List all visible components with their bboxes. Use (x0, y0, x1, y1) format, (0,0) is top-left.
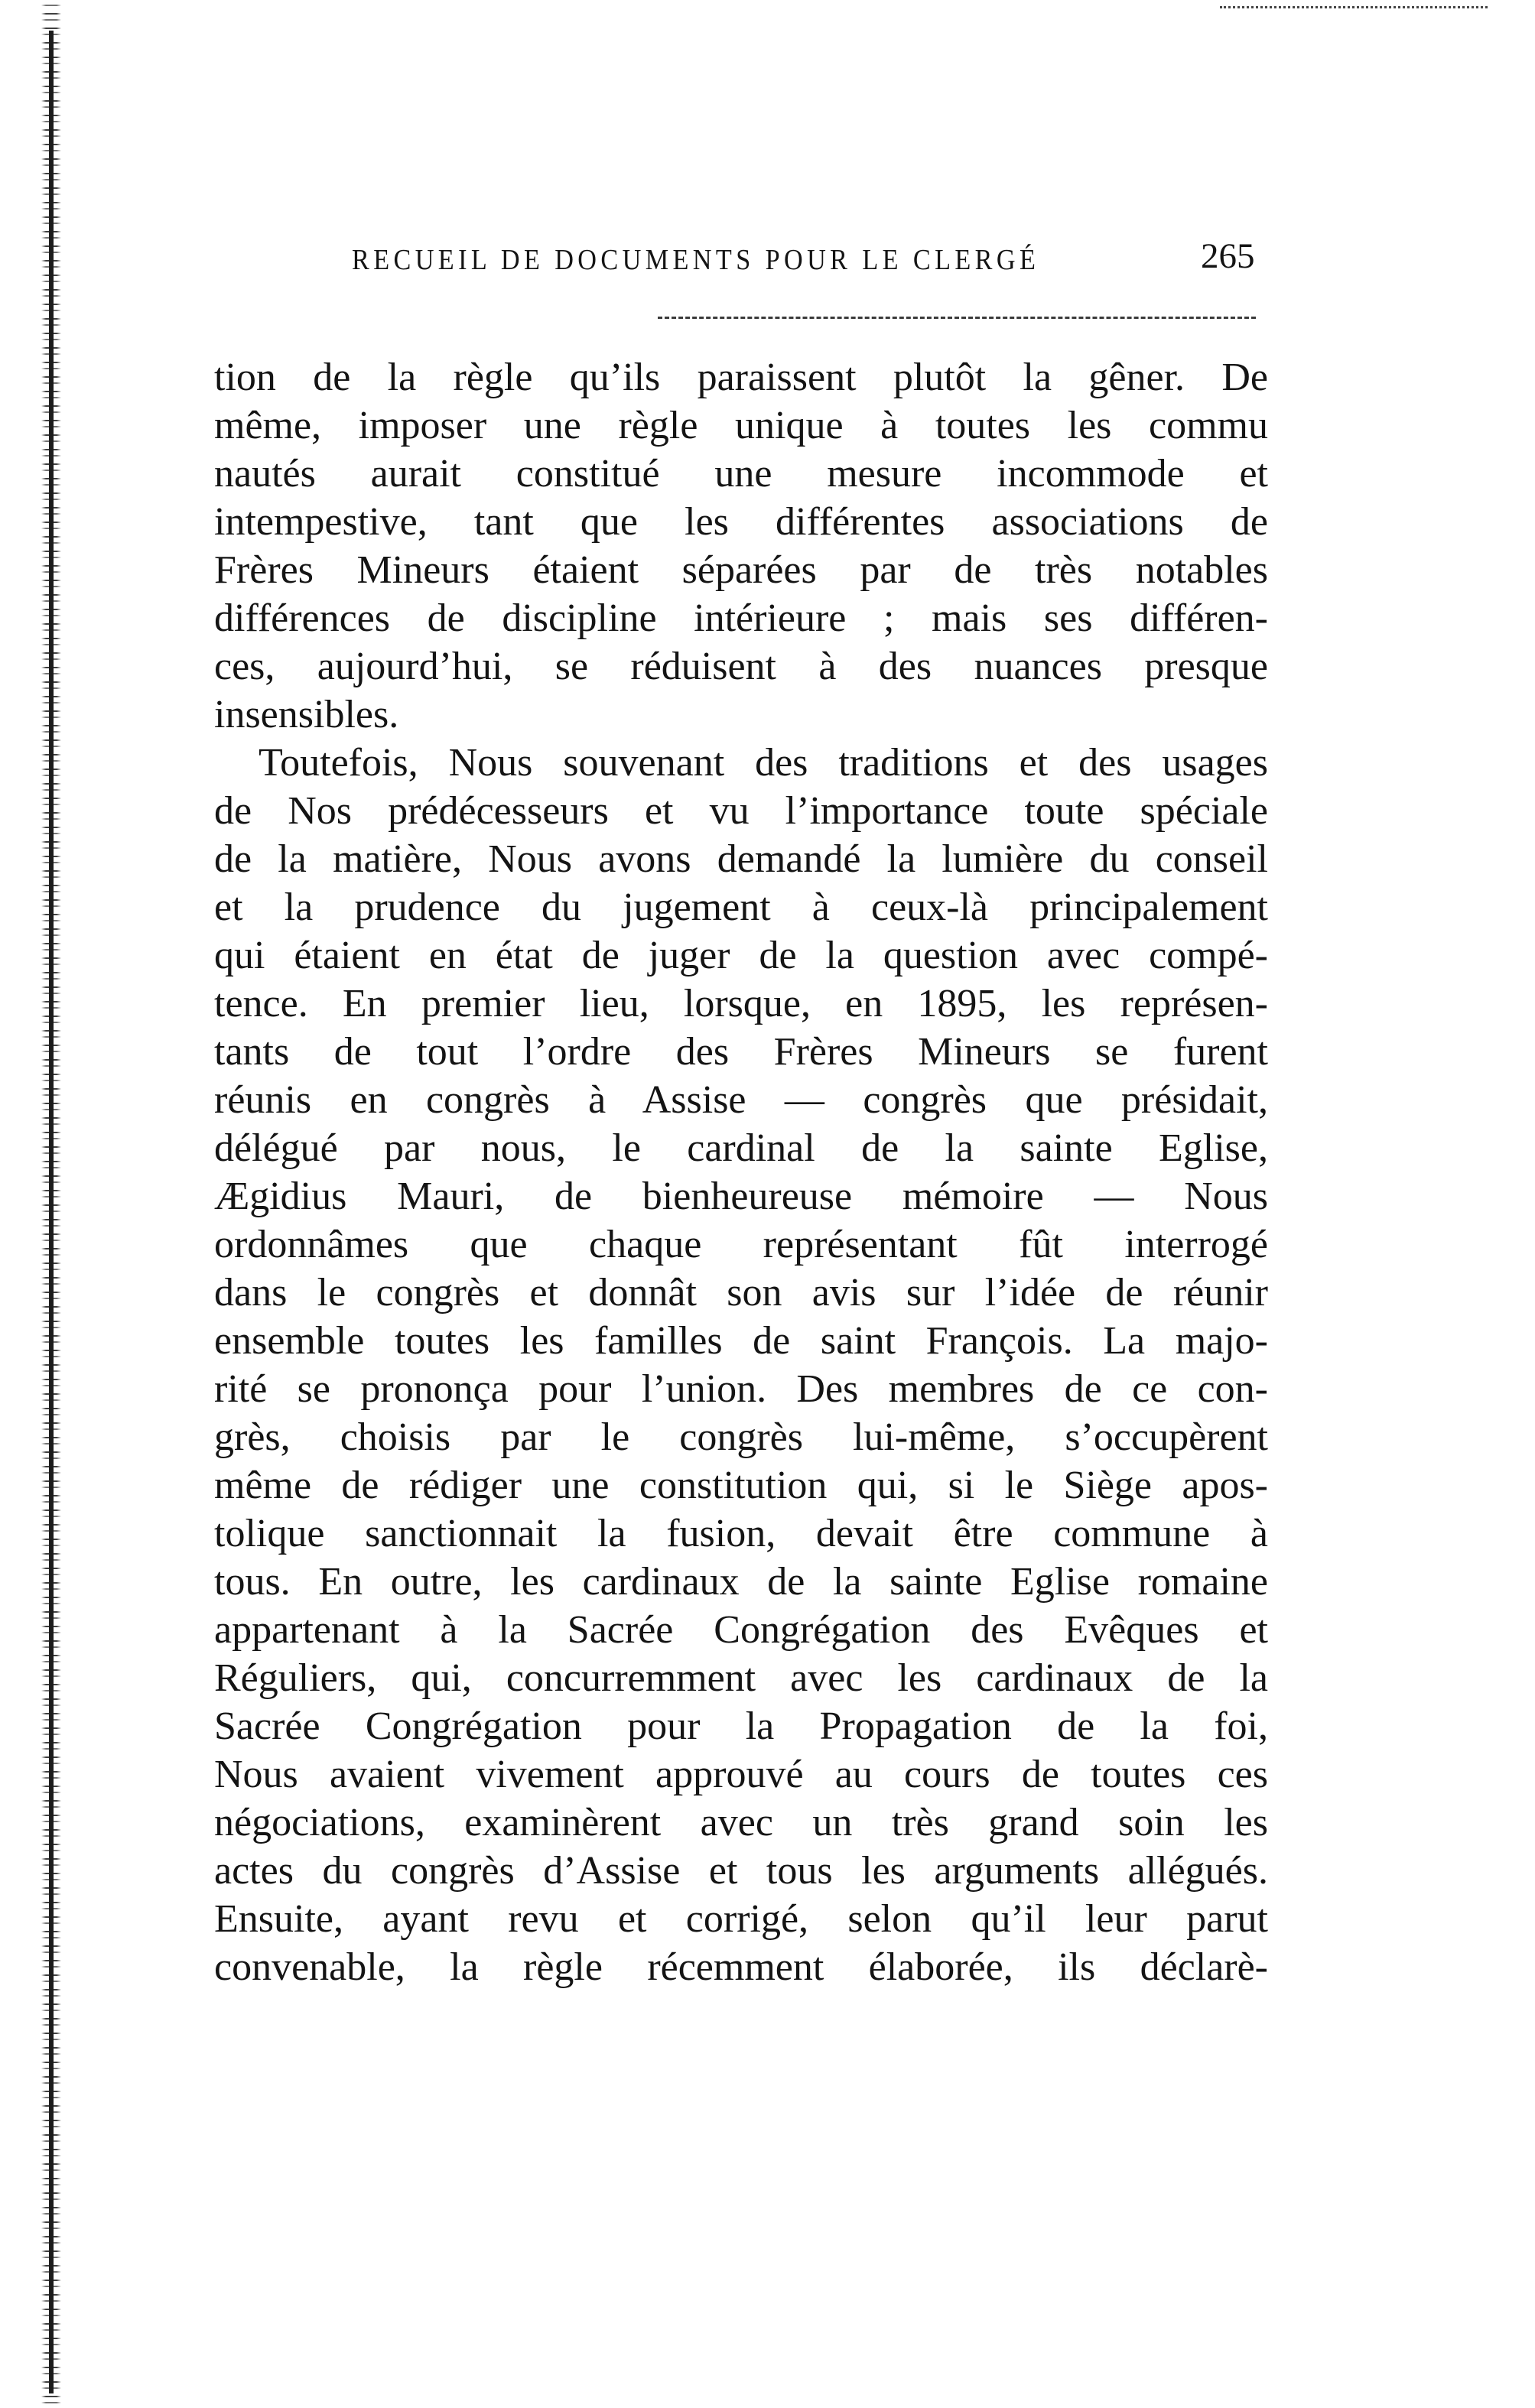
text-line: même, imposer une règle unique à toutes les commu (214, 404, 1268, 447)
scan-binding-rule (49, 31, 54, 2393)
text-line: convenable, la règle récemment élaborée, ils déclarè- (214, 1945, 1268, 1989)
text-line: de la matière, Nous avons demandé la lumière du conseil (214, 837, 1268, 881)
text-line: réunis en congrès à Assise — congrès que présidait, (214, 1078, 1268, 1122)
text-line: tolique sanctionnait la fusion, devait être commune à (214, 1512, 1268, 1555)
text-line: grès, choisis par le congrès lui-même, s’occupèrent (214, 1415, 1268, 1459)
text-line: différences de discipline intérieure ; mais ses différen- (214, 596, 1268, 640)
text-line: Ægidius Mauri, de bienheureuse mémoire — Nous (214, 1175, 1268, 1218)
text-line: insensibles. (214, 693, 399, 736)
text-line: Réguliers, qui, concurremment avec les cardinaux de la (214, 1656, 1268, 1700)
text-line: appartenant à la Sacrée Congrégation des Evêques et (214, 1608, 1268, 1652)
text-line: Frères Mineurs étaient séparées par de très notables (214, 548, 1268, 592)
text-line: ensemble toutes les familles de saint François. La majo- (214, 1319, 1268, 1363)
text-line: ces, aujourd’hui, se réduisent à des nuances presque (214, 645, 1268, 688)
text-line: actes du congrès d’Assise et tous les arguments allégués. (214, 1849, 1268, 1893)
text-line: délégué par nous, le cardinal de la sainte Eglise, (214, 1126, 1268, 1170)
text-line: tion de la règle qu’ils paraissent plutôt la gêner. De (214, 356, 1268, 399)
text-line: tence. En premier lieu, lorsque, en 1895, les représen- (214, 982, 1268, 1025)
running-head (0, 0, 1535, 291)
text-line: et la prudence du jugement à ceux-là principalement (214, 886, 1268, 929)
text-line: rité se prononça pour l’union. Des membres de ce con- (214, 1367, 1268, 1411)
running-head-rule (658, 317, 1256, 319)
text-line: nautés aurait constitué une mesure incommode et (214, 452, 1268, 496)
text-line: même de rédiger une constitution qui, si le Siège apos- (214, 1464, 1268, 1507)
paragraph-start-line: Toutefois, Nous souvenant des traditions et des usages (259, 741, 1268, 785)
text-line: Nous avaient vivement approuvé au cours de toutes ces (214, 1753, 1268, 1796)
text-line: Ensuite, ayant revu et corrigé, selon qu’il leur parut (214, 1897, 1268, 1941)
text-line: négociations, examinèrent avec un très grand soin les (214, 1801, 1268, 1844)
running-head-title: RECUEIL DE DOCUMENTS POUR LE CLERGÉ (352, 244, 1040, 276)
text-line: intempestive, tant que les différentes associations de (214, 500, 1268, 544)
text-line: tous. En outre, les cardinaux de la sainte Eglise romaine (214, 1560, 1268, 1604)
page-number: 265 (1201, 236, 1255, 276)
text-line: Sacrée Congrégation pour la Propagation de la foi, (214, 1704, 1268, 1748)
text-line: dans le congrès et donnât son avis sur l’idée de réunir (214, 1271, 1268, 1314)
body-text (214, 353, 1268, 1991)
text-line: qui étaient en état de juger de la question avec compé- (214, 934, 1268, 977)
text-line: de Nos prédécesseurs et vu l’importance toute spéciale (214, 789, 1268, 833)
text-line: ordonnâmes que chaque représentant fût interrogé (214, 1223, 1268, 1266)
text-line: tants de tout l’ordre des Frères Mineurs se furent (214, 1030, 1268, 1074)
